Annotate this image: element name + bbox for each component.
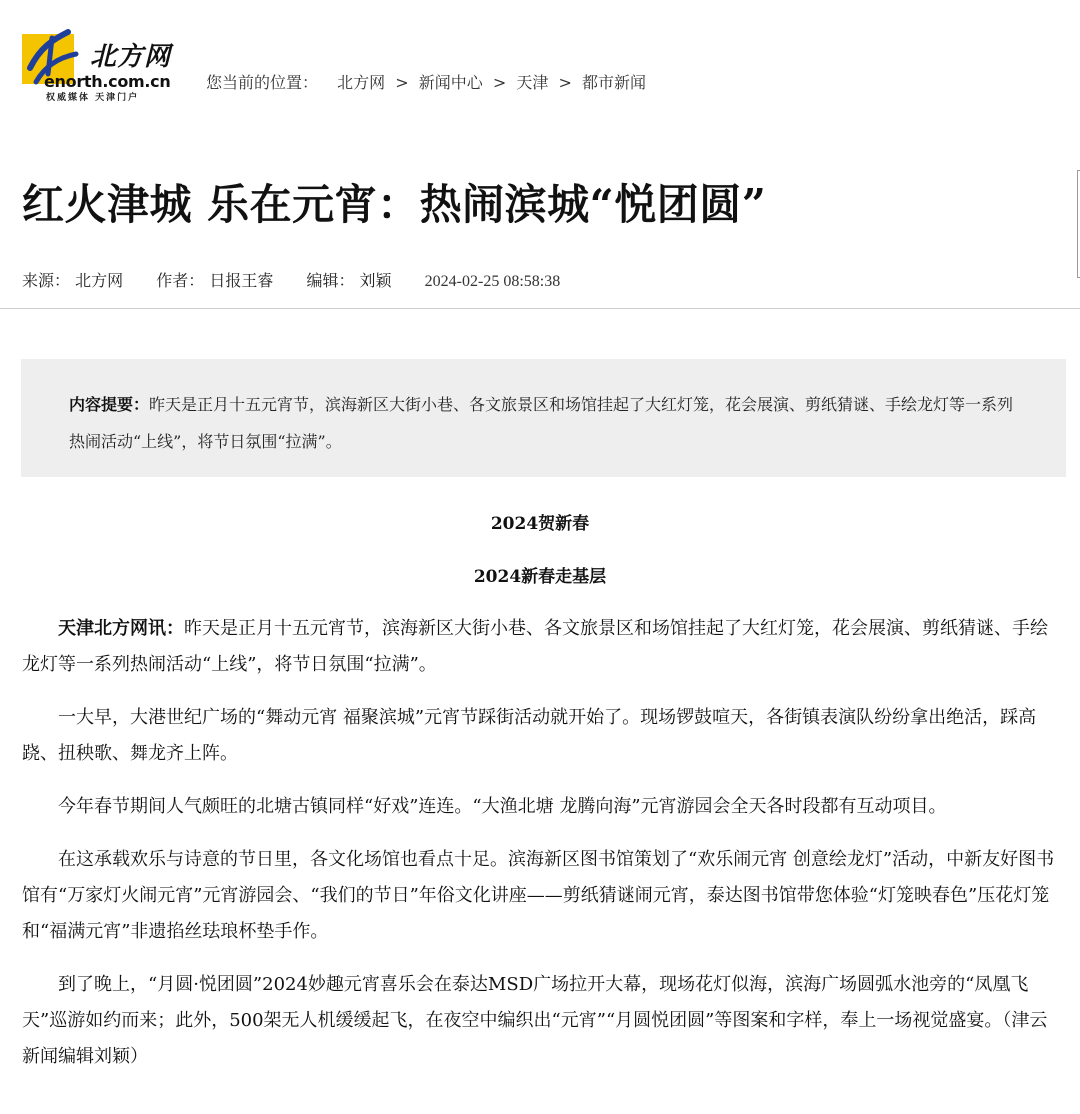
breadcrumb-link-news-center[interactable]: 新闻中心 (418, 73, 483, 92)
logo-slogan: 权威媒体 天津门户 (46, 93, 140, 103)
breadcrumb-label: 您当前的位置： (206, 73, 319, 92)
site-logo[interactable] (22, 28, 184, 104)
lead-label: 天津北方网讯： (58, 618, 184, 639)
article-paragraph: 到了晚上，“月圆·悦团圆”2024妙趣元宵喜乐会在泰达MSD广场拉开大幕，现场花灯似海，滨海广场圆弧水池旁的“凤凰飞天”巡游如约而来；此外，500架无人机缓缓起飞，在夜空中编织出“元宵”“月圆悦团圆”等图案和字样，奉上一场视觉盛宴。（津云新闻编辑刘颖） (22, 974, 1048, 1067)
meta-datetime: 2024-02-25 08:58:38 (424, 273, 561, 290)
summary-text: 昨天是正月十五元宵节，滨海新区大街小巷、各文旅景区和场馆挂起了大红灯笼，花会展演、剪纸猜谜、手绘龙灯等一系列热闹活动“上线”，将节日氛围“拉满”。 (69, 395, 1014, 451)
meta-editor (306, 271, 396, 290)
header-divider (0, 308, 1080, 309)
meta-source-label: 来源： (22, 271, 71, 290)
article-paragraph: 今年春节期间人气颇旺的北塘古镇同样“好戏”连连。“大渔北塘 龙腾向海”元宵游园会全天各时段都有互动项目。 (58, 796, 947, 817)
article-paragraph (22, 611, 1058, 683)
meta-author-value: 日报王睿 (209, 271, 274, 290)
meta-source (22, 271, 128, 290)
summary-label: 内容提要： (69, 395, 150, 414)
meta-editor-value: 刘颖 (359, 271, 392, 290)
article-body (22, 611, 1058, 1092)
meta-source-value: 北方网 (75, 271, 124, 290)
breadcrumb-link-tianjin[interactable]: 天津 (516, 73, 549, 92)
article-paragraph: 一大早，大港世纪广场的“舞动元宵 福聚滨城”元宵节踩街活动就开始了。现场锣鼓喧天，各街镇表演队纷纷拿出绝活，踩高跷、扭秧歌、舞龙齐上阵。 (22, 707, 1037, 764)
breadcrumb-separator: > (492, 73, 507, 92)
logo-domain: enorth.com.cn (44, 72, 171, 91)
breadcrumb-link-home[interactable]: 北方网 (337, 73, 386, 92)
article-paragraph: 在这承载欢乐与诗意的节日里，各文化场馆也看点十足。滨海新区图书馆策划了“欢乐闹元宵 创意绘龙灯”活动，中新友好图书馆有“万家灯火闹元宵”元宵游园会、“我们的节日”年俗文化讲座——剪纸猜谜闹元宵，泰达图书馆带您体验“灯笼映春色”压花灯笼和“福满元宵”非遗掐丝珐琅杯垫手作。 (22, 849, 1055, 942)
meta-editor-label: 编辑： (306, 271, 355, 290)
logo-name: 北方网 (90, 42, 172, 72)
article-summary (21, 359, 1066, 477)
article-meta (22, 268, 560, 291)
paragraph-text: 昨天是正月十五元宵节，滨海新区大街小巷、各文旅景区和场馆挂起了大红灯笼，花会展演、剪纸猜谜、手绘龙灯等一系列热闹活动“上线”，将节日氛围“拉满”。 (22, 618, 1048, 675)
tag-line-new-year[interactable]: 2024贺新春 (490, 514, 590, 534)
breadcrumb-separator: > (395, 73, 409, 92)
breadcrumb (206, 70, 646, 93)
meta-author (156, 271, 278, 290)
tag-line-grassroots[interactable]: 2024新春走基层 (473, 567, 607, 587)
meta-author-label: 作者： (156, 271, 205, 290)
breadcrumb-separator: > (558, 73, 572, 92)
article-title: 红火津城 乐在元宵：热闹滨城“悦团圆” (22, 180, 767, 229)
breadcrumb-link-city-news[interactable]: 都市新闻 (581, 73, 646, 92)
